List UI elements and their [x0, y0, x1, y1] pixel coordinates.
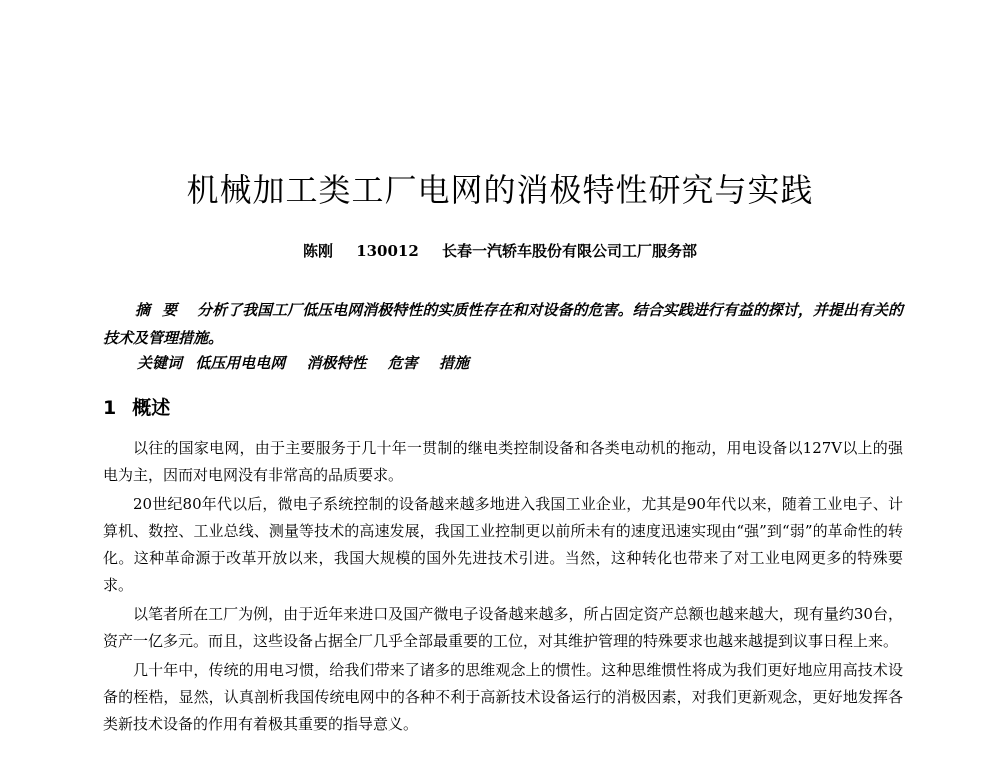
- keyword: 消极特性: [306, 354, 367, 372]
- section-number: 1: [103, 397, 117, 419]
- abstract: [103, 296, 903, 352]
- keyword: 危害: [387, 354, 418, 372]
- section-heading: [103, 393, 170, 420]
- author-postcode: 130012: [356, 242, 419, 260]
- keyword: 低压用电电网: [195, 354, 286, 372]
- author-line: [0, 240, 1000, 261]
- keyword: 措施: [439, 354, 470, 372]
- body-paragraph: 以往的国家电网，由于主要服务于几十年一贯制的继电类控制设备和各类电动机的拖动，用电设备以127V以上的强电为主，因而对电网没有非常高的品质要求。: [103, 439, 903, 484]
- keywords: [137, 352, 485, 373]
- author-name: 陈刚: [302, 242, 333, 260]
- abstract-label: 摘要: [135, 301, 190, 319]
- author-affiliation: 长春一汽轿车股份有限公司工厂服务部: [442, 242, 698, 260]
- keywords-label: 关键词: [137, 354, 183, 372]
- body-paragraph: 几十年中，传统的用电习惯，给我们带来了诸多的思维观念上的惯性。这种思维惯性将成为我们更好地应用高技术设备的桎梏，显然，认真剖析我国传统电网中的各种不利于高新技术设备运行的消极因素，对我们更新观念，更好地发挥各类新技术设备的作用有着极其重要的指导意义。: [103, 661, 903, 733]
- body-paragraph: 以笔者所在工厂为例，由于近年来进口及国产微电子设备越来越多，所占固定资产总额也越来越大，现有量约30台，资产一亿多元。而且，这些设备占据全厂几乎全部最重要的工位，对其维护管理的特殊要求也越来越提到议事日程上来。: [103, 605, 903, 650]
- section-body: [103, 435, 903, 740]
- paper-title: 机械加工类工厂电网的消极特性研究与实践: [186, 171, 814, 209]
- body-paragraph: 20世纪80年代以后，微电子系统控制的设备越来越多地进入我国工业企业，尤其是90年代以来，随着工业电子、计算机、数控、工业总线、测量等技术的高速发展，我国工业控制更以前所未有的速度迅速实现由“强”到“弱”的革命性的转化。这种革命源于改革开放以来，我国大规模的国外先进技术引进。当然，这种转化也带来了对工业电网更多的特殊要求。: [103, 495, 903, 594]
- abstract-text: 分析了我国工厂低压电网消极特性的实质性存在和对设备的危害。结合实践进行有益的探讨，并提出有关的技术及管理措施。: [103, 301, 903, 347]
- section-title: 概述: [132, 397, 171, 419]
